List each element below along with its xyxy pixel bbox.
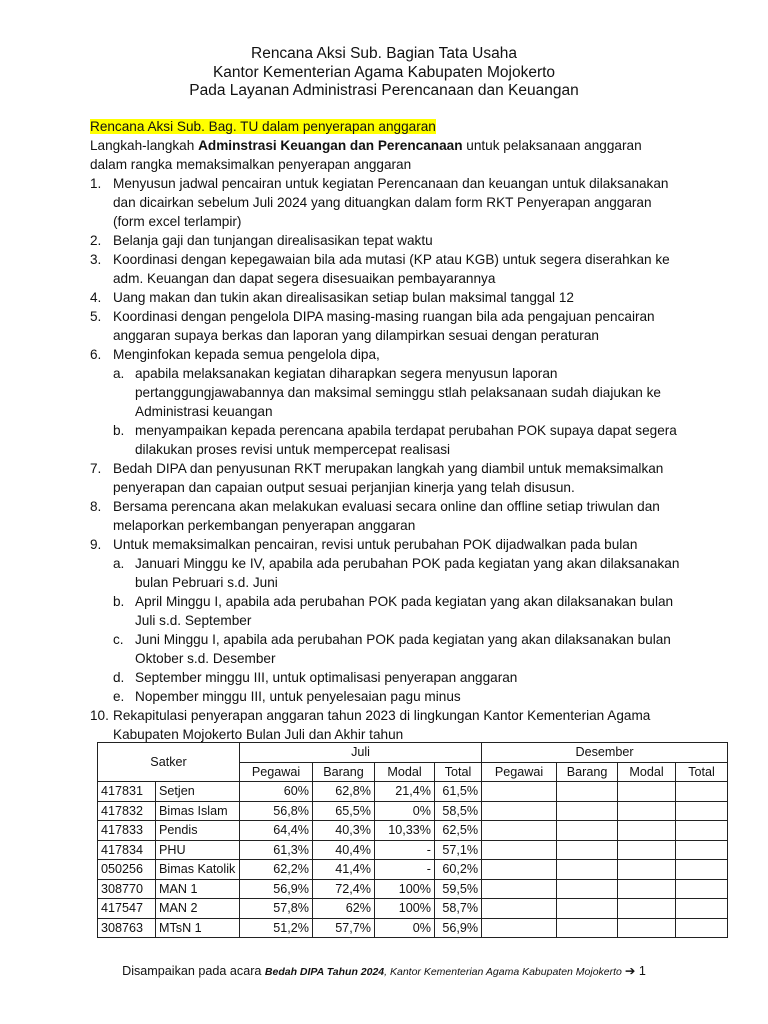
juli-modal-cell: -: [375, 840, 435, 860]
item-text: Belanja gaji dan tunjangan direalisasikan tepat waktu: [113, 233, 433, 248]
item-text: Bersama perencana akan melakukan evaluasi secara online dan offline setiap triwulan dan melaporkan perkembangan penyerapan anggaran: [113, 499, 660, 533]
sub-item-letter: e.: [113, 689, 125, 704]
desember-barang-cell: [557, 860, 618, 880]
arrow-right-icon: ➔: [624, 964, 636, 978]
table-row: [98, 801, 728, 821]
juli-pegawai-cell: 56,8%: [240, 801, 313, 821]
juli-modal-cell: 100%: [375, 899, 435, 919]
list-item: [90, 250, 680, 288]
juli-barang-cell: 72,4%: [313, 879, 375, 899]
item-text: Menginfokan kepada semua pengelola dipa,: [113, 347, 380, 362]
juli-total-header: Total: [435, 762, 482, 782]
sub-item-letter: d.: [113, 670, 125, 685]
juli-header: Juli: [240, 743, 482, 763]
sub-list-item: [113, 630, 680, 668]
juli-pegawai-cell: 62,2%: [240, 860, 313, 880]
desember-barang-cell: [557, 801, 618, 821]
desember-pegawai-cell: [482, 860, 557, 880]
table-row: [98, 782, 728, 802]
desember-total-cell: [676, 879, 728, 899]
desember-barang-cell: [557, 821, 618, 841]
desember-pegawai-cell: [482, 899, 557, 919]
juli-pegawai-cell: 61,3%: [240, 840, 313, 860]
satker-header: Satker: [98, 743, 240, 782]
sub-list: [113, 364, 680, 459]
desember-modal-cell: [618, 879, 676, 899]
juli-pegawai-cell: 57,8%: [240, 899, 313, 919]
juli-modal-cell: 21,4%: [375, 782, 435, 802]
desember-total-cell: [676, 821, 728, 841]
juli-modal-cell: -: [375, 860, 435, 880]
highlighted-heading: Rencana Aksi Sub. Bag. TU dalam penyerapan anggaran: [90, 119, 436, 134]
sub-list: [113, 554, 680, 706]
satker-name-cell: Bimas Katolik: [156, 860, 240, 880]
satker-code-cell: 417831: [98, 782, 156, 802]
desember-total-cell: [676, 840, 728, 860]
desember-total-cell: [676, 918, 728, 938]
sub-list-item: [113, 554, 680, 592]
juli-pegawai-header: Pegawai: [240, 762, 313, 782]
table-row: [98, 860, 728, 880]
juli-pegawai-cell: 64,4%: [240, 821, 313, 841]
desember-total-cell: [676, 899, 728, 919]
satker-code-cell: 417833: [98, 821, 156, 841]
juli-total-cell: 61,5%: [435, 782, 482, 802]
desember-pegawai-cell: [482, 879, 557, 899]
desember-total-cell: [676, 801, 728, 821]
juli-total-cell: 57,1%: [435, 840, 482, 860]
juli-total-cell: 58,7%: [435, 899, 482, 919]
item-number: 4.: [90, 290, 102, 305]
item-number: 9.: [90, 537, 102, 552]
sub-item-text: Januari Minggu ke IV, apabila ada perubahan POK pada kegiatan yang akan dilaksanakan bulan Pebruari s.d. Juni: [135, 556, 680, 590]
table-header-row: [98, 743, 728, 763]
satker-name-cell: Bimas Islam: [156, 801, 240, 821]
desember-pegawai-cell: [482, 840, 557, 860]
item-text: Menyusun jadwal pencairan untuk kegiatan Perencanaan dan keuangan untuk dilaksanakan dan dicairkan sebelum Juli 2024 yang dituangkan dalam form RKT Penyerapan anggaran (form excel terlampir): [113, 176, 669, 229]
item-text: Koordinasi dengan kepegawaian bila ada mutasi (KP atau KGB) untuk segera diserahkan ke adm. Keuangan dan dapat segera disesuaikan pembayarannya: [113, 252, 670, 286]
sub-list-item: [113, 421, 680, 459]
intro-bold: Adminstrasi Keuangan dan Perencanaan: [198, 138, 463, 153]
table-row: [98, 918, 728, 938]
satker-code-cell: 417832: [98, 801, 156, 821]
juli-total-cell: 60,2%: [435, 860, 482, 880]
juli-modal-cell: 10,33%: [375, 821, 435, 841]
satker-name-cell: MTsN 1: [156, 918, 240, 938]
list-item: [90, 174, 680, 231]
sub-item-letter: a.: [113, 556, 125, 571]
list-item: [90, 288, 680, 307]
list-item: [90, 345, 680, 459]
juli-barang-cell: 65,5%: [313, 801, 375, 821]
juli-total-cell: 56,9%: [435, 918, 482, 938]
title-line-1: Rencana Aksi Sub. Bagian Tata Usaha: [251, 45, 517, 62]
satker-code-cell: 050256: [98, 860, 156, 880]
juli-barang-header: Barang: [313, 762, 375, 782]
item-number: 6.: [90, 347, 102, 362]
desember-total-header: Total: [676, 762, 728, 782]
sub-item-letter: b.: [113, 594, 125, 609]
sub-item-text: Nopember minggu III, untuk penyelesaian pagu minus: [135, 689, 461, 704]
juli-barang-cell: 62%: [313, 899, 375, 919]
item-text: Bedah DIPA dan penyusunan RKT merupakan langkah yang diambil untuk memaksimalkan penyerapan dan capaian output sesuai perjanjian kinerja yang telah disusun.: [113, 461, 664, 495]
desember-modal-header: Modal: [618, 762, 676, 782]
sub-list-item: [113, 364, 680, 421]
juli-barang-cell: 57,7%: [313, 918, 375, 938]
list-item: [90, 307, 680, 345]
satker-code-cell: 417547: [98, 899, 156, 919]
footer-prefix: Disampaikan pada acara: [122, 964, 265, 978]
juli-barang-cell: 41,4%: [313, 860, 375, 880]
list-item: [90, 706, 680, 744]
footer-event: Bedah DIPA Tahun 2024: [264, 966, 385, 978]
desember-modal-cell: [618, 782, 676, 802]
satker-code-cell: 308770: [98, 879, 156, 899]
desember-modal-cell: [618, 801, 676, 821]
table-row: [98, 879, 728, 899]
footer-org: , Kantor Kementerian Agama Kabupaten Mojokerto: [384, 966, 625, 978]
satker-name-cell: Setjen: [156, 782, 240, 802]
satker-name-cell: MAN 2: [156, 899, 240, 919]
section-heading: [90, 117, 680, 136]
sub-list-item: [113, 592, 680, 630]
table-body: [98, 782, 728, 938]
desember-barang-cell: [557, 840, 618, 860]
recap-table: [97, 742, 728, 938]
desember-pegawai-cell: [482, 821, 557, 841]
desember-barang-cell: [557, 879, 618, 899]
item-number: 7.: [90, 461, 102, 476]
document-title-block: [0, 45, 768, 101]
list-item: [90, 535, 680, 706]
sub-item-text: September minggu III, untuk optimalisasi penyerapan anggaran: [135, 670, 518, 685]
sub-item-text: menyampaikan kepada perencana apabila terdapat perubahan POK supaya dapat segera dilakukan proses revisi untuk mempercepat realisasi: [135, 423, 677, 457]
sub-item-letter: b.: [113, 423, 125, 438]
juli-total-cell: 58,5%: [435, 801, 482, 821]
intro-prefix: Langkah-langkah: [90, 138, 199, 153]
desember-modal-cell: [618, 840, 676, 860]
desember-modal-cell: [618, 899, 676, 919]
sub-list-item: [113, 668, 680, 687]
juli-pegawai-cell: 56,9%: [240, 879, 313, 899]
satker-code-cell: 308763: [98, 918, 156, 938]
sub-item-letter: a.: [113, 366, 125, 381]
desember-pegawai-cell: [482, 782, 557, 802]
sub-item-text: April Minggu I, apabila ada perubahan POK pada kegiatan yang akan dilaksanakan bulan Juli s.d. September: [135, 594, 674, 628]
desember-pegawai-cell: [482, 918, 557, 938]
desember-barang-cell: [557, 782, 618, 802]
title-line-2: Kantor Kementerian Agama Kabupaten Mojokerto: [212, 63, 556, 81]
desember-modal-cell: [618, 918, 676, 938]
desember-barang-cell: [557, 899, 618, 919]
list-item: [90, 497, 680, 535]
table-row: [98, 899, 728, 919]
desember-barang-cell: [557, 918, 618, 938]
satker-name-cell: PHU: [156, 840, 240, 860]
intro-paragraph: [90, 136, 680, 174]
page-number: 1: [638, 964, 646, 978]
juli-modal-cell: 0%: [375, 801, 435, 821]
document-body: [90, 117, 680, 744]
list-item: [90, 231, 680, 250]
desember-pegawai-header: Pegawai: [482, 762, 557, 782]
item-number: 3.: [90, 252, 102, 267]
juli-total-cell: 59,5%: [435, 879, 482, 899]
juli-modal-cell: 0%: [375, 918, 435, 938]
desember-header: Desember: [482, 743, 728, 763]
desember-pegawai-cell: [482, 801, 557, 821]
table-row: [98, 821, 728, 841]
item-number: 1.: [90, 176, 102, 191]
satker-name-cell: MAN 1: [156, 879, 240, 899]
juli-pegawai-cell: 60%: [240, 782, 313, 802]
desember-total-cell: [676, 860, 728, 880]
list-item: [90, 459, 680, 497]
item-number: 8.: [90, 499, 102, 514]
desember-barang-header: Barang: [557, 762, 618, 782]
juli-barang-cell: 40,3%: [313, 821, 375, 841]
juli-total-cell: 62,5%: [435, 821, 482, 841]
sub-list-item: [113, 687, 680, 706]
juli-barang-cell: 40,4%: [313, 840, 375, 860]
title-line-3: Pada Layanan Administrasi Perencanaan dan Keuangan: [189, 82, 579, 99]
juli-barang-cell: 62,8%: [313, 782, 375, 802]
satker-name-cell: Pendis: [156, 821, 240, 841]
item-number: 10.: [90, 708, 109, 723]
table-row: [98, 840, 728, 860]
action-list: [90, 174, 680, 744]
item-text: Uang makan dan tukin akan direalisasikan setiap bulan maksimal tanggal 12: [113, 290, 574, 305]
desember-modal-cell: [618, 860, 676, 880]
item-text: Rekapitulasi penyerapan anggaran tahun 2023 di lingkungan Kantor Kementerian Agama Kabupaten Mojokerto Bulan Juli dan Akhir tahun: [113, 708, 651, 742]
item-text: Koordinasi dengan pengelola DIPA masing-masing ruangan bila ada pengajuan pencairan anggaran supaya berkas dan laporan yang dilampirkan sesuai dengan peraturan: [113, 309, 655, 343]
intro-suffix: untuk pelaksanaan anggaran dalam rangka memaksimalkan penyerapan anggaran: [90, 138, 642, 172]
item-number: 5.: [90, 309, 102, 324]
juli-modal-cell: 100%: [375, 879, 435, 899]
satker-code-cell: 417834: [98, 840, 156, 860]
desember-total-cell: [676, 782, 728, 802]
juli-pegawai-cell: 51,2%: [240, 918, 313, 938]
juli-modal-header: Modal: [375, 762, 435, 782]
item-text: Untuk memaksimalkan pencairan, revisi untuk perubahan POK dijadwalkan pada bulan: [113, 537, 638, 552]
sub-item-text: apabila melaksanakan kegiatan diharapkan segera menyusun laporan pertanggungjawabannya dan maksimal seminggu stlah pelaksanaan sudah diajukan ke Administrasi keuangan: [135, 366, 661, 419]
sub-item-letter: c.: [113, 632, 124, 647]
desember-modal-cell: [618, 821, 676, 841]
sub-item-text: Juni Minggu I, apabila ada perubahan POK pada kegiatan yang akan dilaksanakan bulan Oktober s.d. Desember: [135, 632, 671, 666]
page-footer: [0, 963, 768, 978]
item-number: 2.: [90, 233, 102, 248]
